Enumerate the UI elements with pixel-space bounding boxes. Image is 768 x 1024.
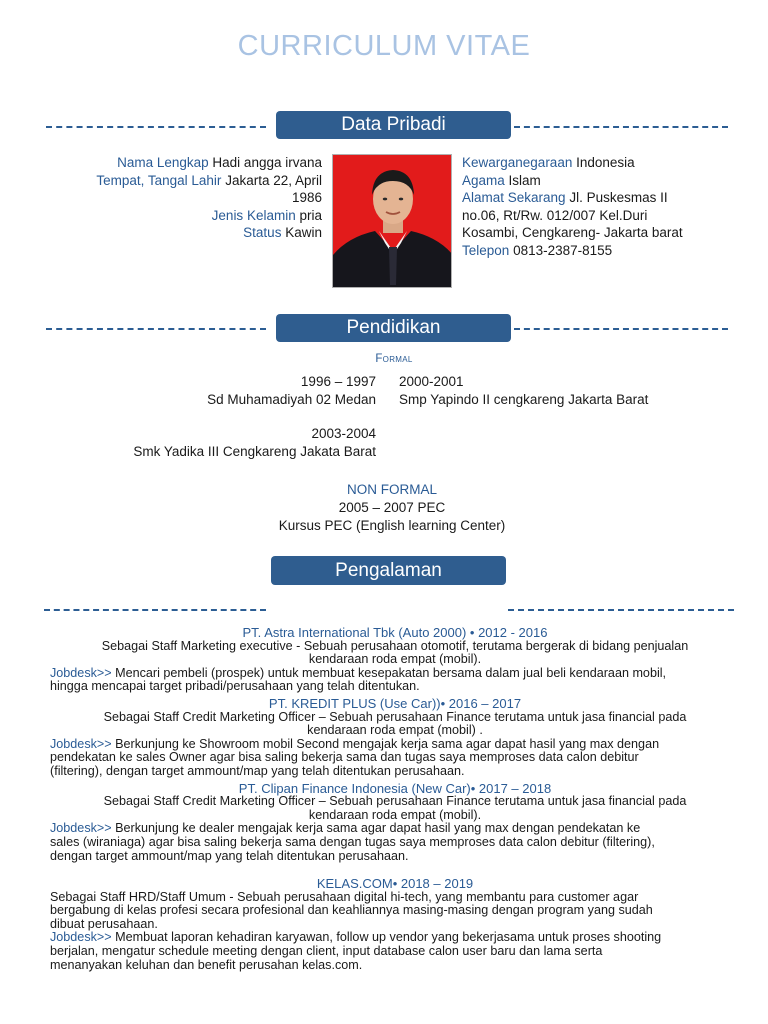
astra-desc-2: kendaraan roda empat (mobil). [308,652,482,667]
kredit-title: PT. KREDIT PLUS (Use Car))• 2016 – 2017 [268,695,522,711]
jobdesk-label: Jobdesk>> [50,821,112,836]
divider [46,126,266,128]
clipan-desc-1: Sebagai Staff Credit Marketing Officer – Sebuah perusahaan Finance terutama untuk jasa financial pada [103,794,687,809]
profile-photo [332,154,452,288]
smp-years: 2000-2001 [399,374,464,389]
personal-left [60,154,322,242]
agama-label: Agama [462,172,505,188]
personal-right [462,154,752,259]
nama-value: Hadi angga irvana [212,155,322,170]
nonformal-heading: NON FORMAL [346,482,437,497]
divider [514,328,728,330]
status-label: Status [243,225,282,240]
kelas-desc-1: Sebagai Staff HRD/Staff Umum - Sebuah perusahaan digital hi-tech, yang membantu para customer agar [50,889,639,904]
nonformal-course: Kursus PEC (English learning Center) [278,517,506,533]
edu-sd [100,373,376,408]
edu-smk [100,425,376,460]
clipan-job-1: Berkunjung ke dealer mengajak kerja sama agar dapat hasil yang max dengan pendekatan ke [111,821,641,836]
section-header-pengalaman: Pengalaman [271,556,506,585]
status-value: Kawin [285,225,322,240]
alamat-line-3: Kosambi, Cengkareng- Jakarta barat [462,225,683,240]
clipan-title: PT. Clipan Finance Indonesia (New Car)• 2017 – 2018 [238,780,552,796]
ttl-label: Tempat, Tangal Lahir [96,172,222,188]
clipan-job-2: sales (wiraniaga) agar bisa saling bekerja sama dengan tugas saya memproses data calon debitur (filtering), [50,834,655,849]
kelas-job-2: berjalan, mengatur schedule meeting dengan client, input database calon user baru dan lama serta [50,944,603,959]
alamat-line-2: no.06, Rt/Rw. 012/007 Kel.Duri [462,207,648,223]
kelas-job-1: Membuat laporan kehadiran karyawan, follow up vendor yang bekerjasama untuk proses shooting [111,930,662,945]
smp-school: Smp Yapindo II cengkareng Jakarta Barat [399,391,649,407]
divider [46,328,266,330]
sd-years: 1996 – 1997 [300,374,376,389]
astra-desc-1: Sebagai Staff Marketing executive - Sebuah perusahaan otomotif, terutama bergerak di bidang penjualan [101,638,689,653]
alamat-label: Alamat Sekarang [462,190,566,205]
ttl-value: Jakarta 22, April [225,172,322,188]
jk-value: pria [299,207,322,223]
nama-label: Nama Lengkap [117,155,209,170]
section-header-data-pribadi: Data Pribadi [276,111,511,139]
experience-item [50,626,740,694]
experience-item [50,782,740,864]
jobdesk-label: Jobdesk>> [50,665,112,680]
divider [44,609,266,611]
astra-job-2: hingga mencapai target pribadi/perusahaan yang telah ditentukan. [50,679,420,694]
divider [508,609,734,611]
jk-label: Jenis Kelamin [211,207,296,223]
kredit-desc-2: kendaraan roda empat (mobil) . [307,723,483,738]
astra-title: PT. Astra International Tbk (Auto 2000) • 2012 - 2016 [242,625,548,640]
sd-school: Sd Muhamadiyah 02 Medan [207,391,376,407]
astra-job-1: Mencari pembeli (prospek) untuk membuat kesepakatan bersama dalam jual beli kendaraan mobil, [111,665,667,680]
section-header-pendidikan: Pendidikan [276,314,511,342]
clipan-desc-2: kendaraan roda empat (mobil). [308,807,482,822]
person-photo-icon [333,155,452,288]
clipan-job-3: dengan target ammount/map yang telah ditentukan perusahaan. [50,848,409,863]
jobdesk-label: Jobdesk>> [50,930,112,945]
edu-smp [399,373,739,408]
agama-value: Islam [508,172,541,188]
kelas-desc-3: dibuat perusahaan. [50,916,158,931]
telepon-value: 0813-2387-8155 [513,242,613,258]
page-title: CURRICULUM VITAE [237,30,531,62]
edu-nonformal [0,499,768,534]
kelas-desc-2: bergabung di kelas profesi secara profesional dan keahliannya masing-masing dengan program yang sudah [50,903,653,918]
telepon-label: Telepon [462,242,510,258]
formal-heading: Formal [375,353,413,365]
experience-item [50,697,740,779]
smk-years: 2003-2004 [311,426,376,441]
kelas-title: KELAS.COM• 2018 – 2019 [316,876,474,892]
kwn-label: Kewarganegaraan [462,155,573,170]
kredit-job-2: pendekatan ke sales Owner agar bisa saling bekerja sama dan tugas saya memproses data calon debitur [50,750,639,765]
experience-item [50,877,740,972]
nonformal-years: 2005 – 2007 PEC [338,500,446,515]
jobdesk-label: Jobdesk>> [50,736,112,751]
kredit-desc-1: Sebagai Staff Credit Marketing Officer – Sebuah perusahaan Finance terutama untuk jasa financial pada [103,709,687,724]
alamat-value: Jl. Puskesmas II [569,190,668,205]
smk-school: Smk Yadika III Cengkareng Jakata Barat [133,443,376,459]
experience-list [50,626,740,972]
kredit-job-3: (filtering), dengan target ammount/map yang telah ditentukan perusahaan. [50,763,465,778]
ttl-year: 1986 [291,190,322,205]
kelas-job-3: menanyakan keluhan dan benefit perusahan kelas.com. [50,957,363,972]
kredit-job-1: Berkunjung ke Showroom mobil Second mengajak kerja sama agar dapat hasil yang max dengan [111,736,660,751]
kwn-value: Indonesia [576,155,635,170]
divider [514,126,728,128]
